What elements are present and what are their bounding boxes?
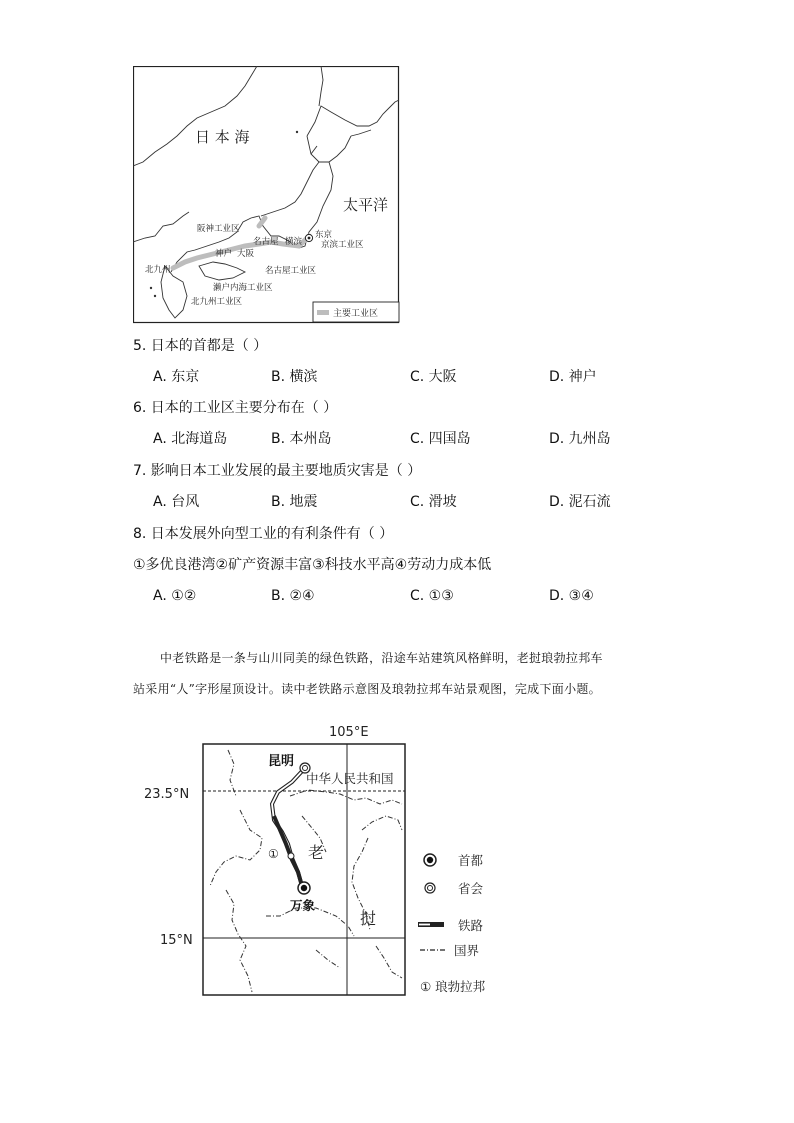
q8-option-b[interactable]: B. ②④ bbox=[271, 588, 315, 604]
q7-option-b[interactable]: B. 地震 bbox=[271, 494, 318, 510]
question-6-stem: 6. 日本的工业区主要分布在（ ） bbox=[133, 400, 338, 416]
question-5-stem: 5. 日本的首都是（ ） bbox=[133, 338, 268, 354]
yokohama-label: 横滨 bbox=[285, 237, 303, 247]
lat-15n-label: 15°N bbox=[160, 933, 193, 948]
legend-capital: 首都 bbox=[458, 853, 484, 868]
china-label: 中华人民共和国 bbox=[306, 771, 394, 786]
vientiane-label: 万象 bbox=[290, 898, 316, 913]
railway-symbol bbox=[418, 922, 444, 927]
kitakyushu-zone-label: 北九州工业区 bbox=[191, 297, 243, 307]
question-7-stem: 7. 影响日本工业发展的最主要地质灾害是（ ） bbox=[133, 463, 422, 479]
question-8-conditions: ①多优良港湾②矿产资源丰富③科技水平高④劳动力成本低 bbox=[133, 557, 492, 573]
tokyo-label: 东京 bbox=[315, 230, 333, 240]
sea-label: 日 本 海 bbox=[195, 128, 250, 146]
kitakyushu-label: 北九州 bbox=[145, 265, 171, 275]
q7-option-c[interactable]: C. 滑坡 bbox=[410, 494, 457, 510]
japan-map bbox=[133, 66, 400, 324]
kobe-label: 神户 bbox=[215, 249, 233, 259]
q6-option-d[interactable]: D. 九州岛 bbox=[549, 431, 611, 447]
q5-option-c[interactable]: C. 大阪 bbox=[410, 369, 457, 385]
lon-105e-label: 105°E bbox=[329, 725, 369, 740]
q6-option-c[interactable]: C. 四国岛 bbox=[410, 431, 471, 447]
legend-provincial-capital: 省会 bbox=[458, 881, 484, 896]
laos-label-1: 老 bbox=[308, 843, 325, 862]
kunming-label: 昆明 bbox=[268, 754, 295, 769]
q7-option-a[interactable]: A. 台风 bbox=[153, 494, 200, 510]
passage-line-1: 中老铁路是一条与山川同美的绿色铁路，沿途车站建筑风格鲜明，老挝琅勃拉邦车 bbox=[160, 651, 603, 665]
q8-option-a[interactable]: A. ①② bbox=[153, 588, 197, 604]
legend-railway: 铁路 bbox=[458, 918, 484, 933]
nagoya-zone-label: 名古屋工业区 bbox=[265, 266, 317, 276]
setouchi-label: 濑户内海工业区 bbox=[213, 283, 273, 293]
q6-option-b[interactable]: B. 本州岛 bbox=[271, 431, 332, 447]
lat-23-5n-label: 23.5°N bbox=[144, 787, 190, 802]
q5-option-d[interactable]: D. 神户 bbox=[549, 369, 597, 385]
keihin-label: 京滨工业区 bbox=[321, 240, 364, 250]
laos-label-2: 挝 bbox=[360, 909, 377, 928]
legend-luang-prabang: ① 琅勃拉邦 bbox=[420, 979, 486, 994]
industrial-zone-swatch bbox=[317, 310, 329, 315]
legend-industrial-zone: 主要工业区 bbox=[333, 309, 379, 319]
q7-option-d[interactable]: D. 泥石流 bbox=[549, 494, 611, 510]
osaka-label: 大阪 bbox=[237, 249, 255, 259]
railway-map bbox=[140, 720, 420, 1002]
passage-line-2: 站采用“人”字形屋顶设计。读中老铁路示意图及琅勃拉邦车站景观图，完成下面小题。 bbox=[133, 682, 601, 696]
ocean-label: 太平洋 bbox=[343, 196, 389, 214]
hanshin-label: 阪神工业区 bbox=[197, 224, 240, 234]
legend-border: 国界 bbox=[454, 943, 480, 958]
q6-option-a[interactable]: A. 北海道岛 bbox=[153, 431, 228, 447]
nagoya-label: 名古屋 bbox=[253, 237, 279, 247]
q5-option-b[interactable]: B. 横滨 bbox=[271, 369, 318, 385]
q8-option-d[interactable]: D. ③④ bbox=[549, 588, 594, 604]
q5-option-a[interactable]: A. 东京 bbox=[153, 369, 200, 385]
railway-map-legend bbox=[418, 846, 518, 1002]
luang-prabang-marker-label: ① bbox=[268, 847, 279, 861]
q8-option-c[interactable]: C. ①③ bbox=[410, 588, 454, 604]
question-8-stem: 8. 日本发展外向型工业的有利条件有（ ） bbox=[133, 526, 394, 542]
